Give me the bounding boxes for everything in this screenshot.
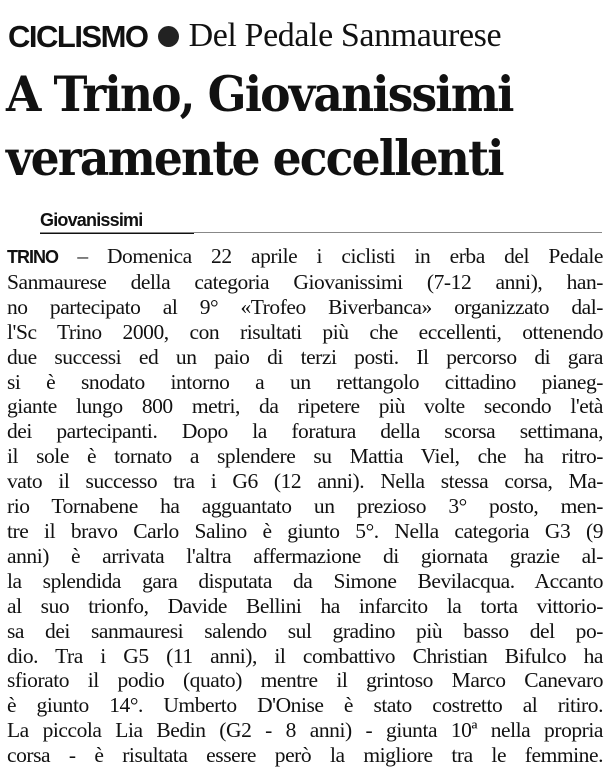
headline-line-1: A Trino, Giovanissimi — [6, 65, 513, 123]
kicker-row — [8, 12, 501, 60]
subkicker: Del Pedale Sanmaurese — [188, 17, 502, 54]
section-kicker: CICLISMO — [8, 18, 148, 54]
body-line: l'Sc Trino 2000, con risultati più che eccellenti, ottenendo — [7, 319, 603, 344]
body-line: sfiorato il podio (quato) mentre il grintoso Marco Canevaro — [7, 668, 603, 693]
divider-rule — [40, 232, 602, 233]
body-line: La piccola Lia Bedin (G2 - 8 anni) - giunta 10ª nella propria — [7, 718, 603, 743]
body-line: no partecipato al 9° «Trofeo Biverbanca» organizzato dal- — [7, 294, 603, 319]
bullet-dot-icon — [158, 26, 179, 47]
headline-line-2: veramente eccellenti — [6, 129, 503, 187]
body-line: sa dei sanmauresi salendo sul gradino più basso del po- — [7, 618, 603, 643]
body-line: due successi ed un paio di terzi posti. Il percorso di gara — [7, 344, 603, 369]
body-line: anni) è arrivata l'altra affermazione di giornata grazie al- — [7, 543, 603, 568]
body-line: vato il successo tra i G6 (12 anni). Nella stessa corsa, Ma- — [7, 469, 603, 494]
body-line: tre il bravo Carlo Salino è giunto 5°. Nella categoria G3 (9 — [7, 518, 603, 543]
body-line: è giunto 14°. Umberto D'Onise è stato costretto al ritiro. — [7, 693, 603, 718]
article-body — [7, 244, 603, 768]
body-line: la splendida gara disputata da Simone Bevilacqua. Accanto — [7, 568, 603, 593]
body-line: dei partecipanti. Dopo la foratura della scorsa settimana, — [7, 419, 603, 444]
body-line — [7, 244, 603, 270]
body-line: rio Tornabene ha agguantato un prezioso 3° posto, men- — [7, 494, 603, 519]
body-line: corsa - è risultata essere però la migliore tra le femmine. — [7, 743, 603, 768]
dateline: TRINO — [7, 247, 58, 267]
body-line: al suo trionfo, Davide Bellini ha infarcito la torta vittorio- — [7, 593, 603, 618]
body-line: Sanmaurese della categoria Giovanissimi (7-12 anni), han- — [7, 269, 603, 294]
body-line-text: – Domenica 22 aprile i ciclisti in erba del Pedale — [77, 244, 603, 268]
section-label: Giovanissimi — [40, 208, 194, 234]
body-line: dio. Tra i G5 (11 anni), il combattivo Christian Bifulco ha — [7, 643, 603, 668]
body-line: il sole è tornato a splendere su Mattia Viel, che ha ritro- — [7, 444, 603, 469]
body-line: si è snodato intorno a un rettangolo cittadino pianeg- — [7, 369, 603, 394]
body-line: giante lungo 800 metri, da ripetere più volte secondo l'età — [7, 394, 603, 419]
headline — [6, 62, 564, 190]
